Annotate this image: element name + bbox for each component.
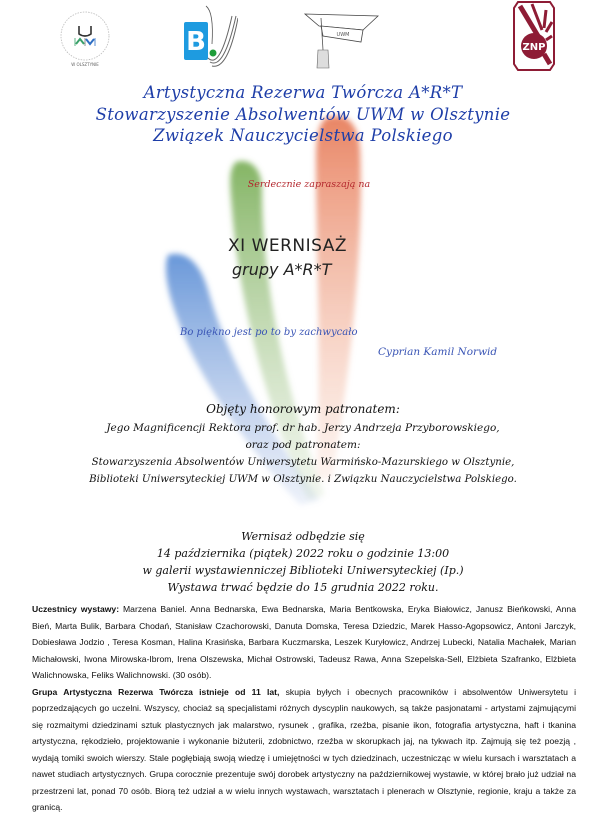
participants-list: Marzena Baniel. Anna Bednarska, Ewa Bednarska, Maria Bentkowska, Eryka Białowicz, Janusz Bieńkowski, Anna Bień, Marta Bulik, Barbara Chodań, Stanisław Czachorowski, Danuta Domska, Teresa Dziedzic, Marek Hasso-Agopsowicz, Antoni Jarczyk, Dobiesława Jodzio , Teresa Kosman, Halina Krasińska, Barbara Kuczmarska, Leszek Kuryłowicz, Andrzej Lubecki, Natalia Machałek, Marian Michałowski, Iwona Mirowska-Ibrom, Irena Olszewska, Michał Ostrowski, Tadeusz Rawa, Anna Szepelska-Sell, Elżbieta Szafranko, Elżbieta Walichnowska, Feliks Walichnowski. (30 osób). — [32, 604, 576, 680]
participants-paragraph — [32, 601, 576, 684]
patronage-line-1: Jego Magnificencji Rektora prof. dr hab. Jerzy Andrzeja Przyborowskiego, — [106, 422, 500, 434]
patronage-line-2: oraz pod patronatem: — [245, 439, 361, 451]
event-end-date: Wystawa trwać będzie do 15 grudnia 2022 roku. — [167, 581, 439, 594]
header-line-3: Związek Nauczycielstwa Polskiego — [153, 126, 453, 145]
header-line-2: Stowarzyszenie Absolwentów UWM w Olsztynie — [95, 105, 511, 124]
body-text — [32, 601, 576, 816]
patronage-line-3: Stowarzyszenia Absolwentów Uniwersytetu Warmińsko-Mazurskiego w Olsztynie, — [91, 457, 515, 468]
uwm-logo — [55, 2, 115, 74]
svg-text:B: B — [186, 27, 206, 57]
quote-author: Cyprian Kamil Norwid — [378, 346, 498, 358]
event-line-1: Wernisaż odbędzie się — [241, 530, 365, 543]
exhibition-subtitle: grupy A*R*T — [232, 260, 332, 279]
graduates-association-logo — [303, 2, 383, 70]
participants-label: Uczestnicy wystawy: — [32, 604, 120, 614]
event-location: w galerii wystawienniczej Biblioteki Uniwersyteckiej (Ip.) — [142, 564, 464, 577]
header-line-1: Artystyczna Rezerwa Twórcza A*R*T — [143, 83, 463, 102]
invite-text: Serdecznie zapraszają na — [247, 179, 371, 190]
znp-logo — [512, 0, 556, 72]
group-label: Grupa Artystyczna Rezerwa Twórcza istnieje od 11 lat, — [32, 686, 280, 697]
library-logo — [178, 4, 238, 68]
svg-text:UWM: UWM — [336, 32, 350, 38]
svg-text:ZNP: ZNP — [522, 42, 546, 53]
group-description: skupia byłych i obecnych pracowników i absolwentów Uniwersytetu i poprzedzających go uczelni. Wszyscy, chociaż są specjalistami różnych dyscyplin naukowych, są także pasjonatami - artystami zajmującymi się rozmaitymi dziedzinami sztuk plastycznych jak malarstwo, rysunek , grafika, rzeźba, pisanie ikon, fotografia artystyczna, haft i tkanina artystyczna, rękodzieło, projektowanie i wykonanie biżuterii, zdobnictwo, rzeźba w skorupkach jaj, na tykwach itp. Zajmują się też poezją , wydają tomiki swoich wierszy. Stale pogłębiają swoją wiedzę i umiejętności w tych dziedzinach, uczestnicząc w wielu kursach i warsztatach a nawet studiach artystycznych. Grupa corocznie prezentuje swój dorobek artystyczny na październikowej wystawie, w której brało już udział na przestrzeni lat, ponad 70 osób. Biorą też udział a w wielu innych wystawach, warsztatach i plenerach w Olsztynie, regionie, kraju a także za granicą. — [32, 686, 576, 812]
event-date: 14 października (piątek) 2022 roku o godzinie 13:00 — [156, 547, 450, 560]
exhibition-title: XI WERNISAŻ — [228, 236, 348, 256]
patronage-line-4: Biblioteki Uniwersyteckiej UWM w Olsztynie. i Związku Nauczycielstwa Polskiego. — [89, 474, 517, 485]
quote-text: Bo piękno jest po to by zachwycało — [180, 327, 358, 338]
patronage-heading: Objęty honorowym patronatem: — [206, 402, 400, 416]
svg-text:W OLSZTYNIE: W OLSZTYNIE — [71, 62, 99, 67]
group-paragraph — [32, 684, 576, 816]
